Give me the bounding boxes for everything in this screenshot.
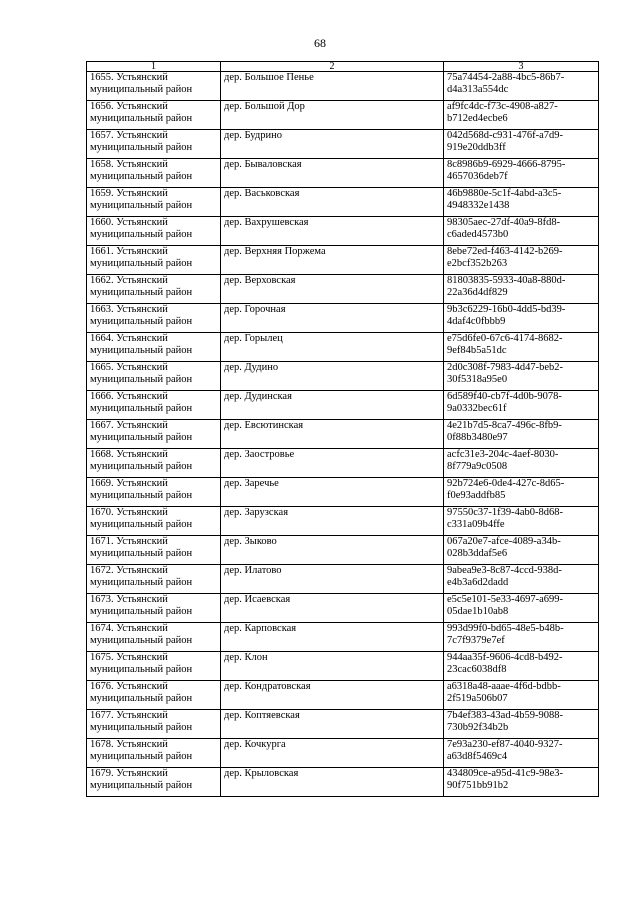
table-row — [87, 101, 599, 130]
table-row — [87, 536, 599, 565]
district-cell: 1662. Устьянский муниципальный район — [87, 275, 221, 304]
table-row — [87, 246, 599, 275]
settlement-cell: дер. Исаевская — [221, 594, 444, 623]
district-cell: 1679. Устьянский муниципальный район — [87, 768, 221, 797]
settlement-cell: дер. Крыловская — [221, 768, 444, 797]
settlement-cell: дер. Карповская — [221, 623, 444, 652]
table-row — [87, 72, 599, 101]
district-cell: 1661. Устьянский муниципальный район — [87, 246, 221, 275]
settlement-cell: дер. Клон — [221, 652, 444, 681]
settlements-table — [86, 61, 599, 797]
district-cell: 1671. Устьянский муниципальный район — [87, 536, 221, 565]
settlement-cell: дер. Горочная — [221, 304, 444, 333]
settlement-cell: дер. Большое Пенье — [221, 72, 444, 101]
settlement-cell: дер. Верховская — [221, 275, 444, 304]
settlement-cell: дер. Кочкурга — [221, 739, 444, 768]
table-row — [87, 130, 599, 159]
district-cell: 1656. Устьянский муниципальный район — [87, 101, 221, 130]
guid-cell: acfc31e3-204c-4aef-8030-8f779a9c0508 — [444, 449, 599, 478]
settlement-cell: дер. Васьковская — [221, 188, 444, 217]
table-row — [87, 188, 599, 217]
guid-cell: 9b3c6229-16b0-4dd5-bd39-4daf4c0fbbb9 — [444, 304, 599, 333]
district-cell: 1655. Устьянский муниципальный район — [87, 72, 221, 101]
settlement-cell: дер. Заречье — [221, 478, 444, 507]
settlement-cell: дер. Заостровье — [221, 449, 444, 478]
guid-cell: 46b9880e-5c1f-4abd-a3c5-4948332e1438 — [444, 188, 599, 217]
settlement-cell: дер. Дудинская — [221, 391, 444, 420]
guid-cell: 4e21b7d5-8ca7-496c-8fb9-0f88b3480e97 — [444, 420, 599, 449]
column-header-2: 2 — [221, 62, 444, 72]
settlement-cell: дер. Зыково — [221, 536, 444, 565]
table-row — [87, 623, 599, 652]
settlement-cell: дер. Верхняя Поржема — [221, 246, 444, 275]
district-cell: 1659. Устьянский муниципальный район — [87, 188, 221, 217]
table-row — [87, 275, 599, 304]
settlement-cell: дер. Дудино — [221, 362, 444, 391]
settlement-cell: дер. Бываловская — [221, 159, 444, 188]
settlement-cell: дер. Евсютинская — [221, 420, 444, 449]
district-cell: 1657. Устьянский муниципальный район — [87, 130, 221, 159]
guid-cell: af9fc4dc-f73c-4908-a827-b712ed4ecbe6 — [444, 101, 599, 130]
table-row — [87, 507, 599, 536]
settlement-cell: дер. Илатово — [221, 565, 444, 594]
district-cell: 1674. Устьянский муниципальный район — [87, 623, 221, 652]
guid-cell: e75d6fe0-67c6-4174-8682-9ef84b5a51dc — [444, 333, 599, 362]
settlement-cell: дер. Кондратовская — [221, 681, 444, 710]
guid-cell: 042d568d-c931-476f-a7d9-919e20ddb3ff — [444, 130, 599, 159]
district-cell: 1667. Устьянский муниципальный район — [87, 420, 221, 449]
district-cell: 1664. Устьянский муниципальный район — [87, 333, 221, 362]
district-cell: 1678. Устьянский муниципальный район — [87, 739, 221, 768]
district-cell: 1663. Устьянский муниципальный район — [87, 304, 221, 333]
page-number: 68 — [314, 36, 326, 50]
district-cell: 1669. Устьянский муниципальный район — [87, 478, 221, 507]
guid-cell: e5c5e101-5e33-4697-a699-05dae1b10ab8 — [444, 594, 599, 623]
district-cell: 1668. Устьянский муниципальный район — [87, 449, 221, 478]
guid-cell: 2d0c308f-7983-4d47-beb2-30f5318a95e0 — [444, 362, 599, 391]
table-body — [87, 72, 599, 797]
table-row — [87, 478, 599, 507]
table-header-row — [87, 62, 599, 72]
guid-cell: 944aa35f-9606-4cd8-b492-23cac6038df8 — [444, 652, 599, 681]
guid-cell: 81803835-5933-40a8-880d-22a36d4df829 — [444, 275, 599, 304]
district-cell: 1660. Устьянский муниципальный район — [87, 217, 221, 246]
column-header-1: 1 — [87, 62, 221, 72]
district-cell: 1675. Устьянский муниципальный район — [87, 652, 221, 681]
guid-cell: a6318a48-aaae-4f6d-bdbb-2f519a506b07 — [444, 681, 599, 710]
guid-cell: 97550c37-1f39-4ab0-8d68-c331a09b4ffe — [444, 507, 599, 536]
district-cell: 1673. Устьянский муниципальный район — [87, 594, 221, 623]
table-row — [87, 449, 599, 478]
settlement-cell: дер. Зарузская — [221, 507, 444, 536]
table-row — [87, 681, 599, 710]
guid-cell: 993d99f0-bd65-48e5-b48b-7c7f9379e7ef — [444, 623, 599, 652]
column-header-3: 3 — [444, 62, 599, 72]
table-row — [87, 333, 599, 362]
guid-cell: 75a74454-2a88-4bc5-86b7-d4a313a554dc — [444, 72, 599, 101]
district-cell: 1676. Устьянский муниципальный район — [87, 681, 221, 710]
settlement-cell: дер. Большой Дор — [221, 101, 444, 130]
table-row — [87, 362, 599, 391]
table-row — [87, 739, 599, 768]
district-cell: 1666. Устьянский муниципальный район — [87, 391, 221, 420]
district-cell: 1658. Устьянский муниципальный район — [87, 159, 221, 188]
table-row — [87, 159, 599, 188]
guid-cell: 434809ce-a95d-41c9-98e3-90f751bb91b2 — [444, 768, 599, 797]
guid-cell: 8ebe72ed-f463-4142-b269-e2bcf352b263 — [444, 246, 599, 275]
table-row — [87, 710, 599, 739]
district-cell: 1677. Устьянский муниципальный район — [87, 710, 221, 739]
district-cell: 1670. Устьянский муниципальный район — [87, 507, 221, 536]
table-row — [87, 304, 599, 333]
guid-cell: 067a20e7-afce-4089-a34b-028b3ddaf5e6 — [444, 536, 599, 565]
guid-cell: 8c8986b9-6929-4666-8795-4657036deb7f — [444, 159, 599, 188]
settlement-cell: дер. Горылец — [221, 333, 444, 362]
district-cell: 1665. Устьянский муниципальный район — [87, 362, 221, 391]
table-row — [87, 652, 599, 681]
table-row — [87, 391, 599, 420]
guid-cell: 6d589f40-cb7f-4d0b-9078-9a0332bec61f — [444, 391, 599, 420]
guid-cell: 9abea9e3-8c87-4ccd-938d-e4b3a6d2dadd — [444, 565, 599, 594]
settlement-cell: дер. Будрино — [221, 130, 444, 159]
table-row — [87, 768, 599, 797]
table-row — [87, 217, 599, 246]
guid-cell: 7b4ef383-43ad-4b59-9088-730b92f34b2b — [444, 710, 599, 739]
table-row — [87, 565, 599, 594]
settlement-cell: дер. Вахрушевская — [221, 217, 444, 246]
district-cell: 1672. Устьянский муниципальный район — [87, 565, 221, 594]
table-row — [87, 420, 599, 449]
guid-cell: 98305aec-27df-40a9-8fd8-c6aded4573b0 — [444, 217, 599, 246]
settlement-cell: дер. Коптяевская — [221, 710, 444, 739]
guid-cell: 7e93a230-ef87-4040-9327-a63d8f5469c4 — [444, 739, 599, 768]
table-row — [87, 594, 599, 623]
guid-cell: 92b724e6-0de4-427c-8d65-f0e93addfb85 — [444, 478, 599, 507]
